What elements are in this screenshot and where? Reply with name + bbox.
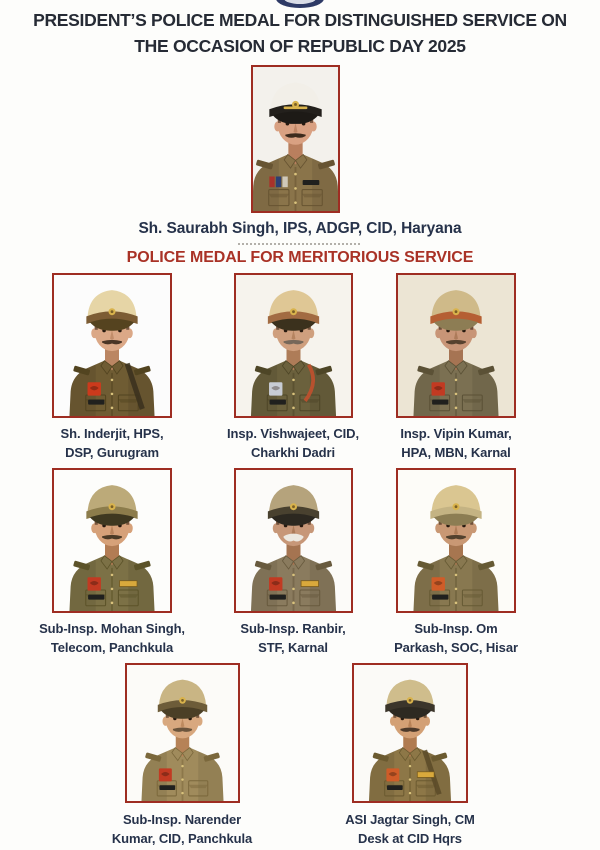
caption-line: Desk at CID Hqrs [358,831,462,846]
officer-photo-8 [352,663,468,803]
dotted-divider [238,243,360,245]
officer-caption-7 [82,810,282,848]
officer-photo-3 [396,273,516,418]
caption-line: Sub-Insp. Narender [122,812,242,827]
section-heading: POLICE MEDAL FOR MERITORIOUS SERVICE [126,249,474,266]
caption-line: Charkhi Dadri [251,445,335,460]
officer-caption-4 [12,619,212,657]
caption-line: Kumar, CID, Panchkula [111,831,253,846]
caption-line: STF, Karnal [258,640,328,655]
caption-line: Sub-Insp. Om [414,621,498,636]
officer-photo-4 [52,468,172,613]
officer-caption-3 [356,424,556,462]
officer-photo-6 [396,468,516,613]
caption-line: HPA, MBN, Karnal [401,445,511,460]
poster-title [0,7,600,59]
officer-photo-1 [52,273,172,418]
police-crest-inner [284,0,316,4]
caption-line: DSP, Gurugram [65,445,159,460]
caption-line: ASI Jagtar Singh, CM [345,812,475,827]
caption-line: Insp. Vipin Kumar, [400,426,512,441]
poster-title-line2: THE OCCASION OF REPUBLIC DAY 2025 [134,36,466,56]
caption-line: Sub-Insp. Mohan Singh, [39,621,185,636]
officer-caption-1 [12,424,212,462]
officer-photo-featured [251,65,340,213]
officer-caption-6 [356,619,556,657]
officer-photo-7 [125,663,240,803]
caption-line: Sh. Inderjit, HPS, [60,426,164,441]
featured-officer-caption: Sh. Saurabh Singh, IPS, ADGP, CID, Haryana [138,220,462,237]
poster-title-line1: PRESIDENT’S POLICE MEDAL FOR DISTINGUISHED SERVICE ON [33,10,567,30]
officer-photo-2 [234,273,353,418]
officer-caption-8 [310,810,510,848]
caption-line: Sub-Insp. Ranbir, [240,621,346,636]
caption-line: Parkash, SOC, Hisar [394,640,518,655]
officer-photo-5 [234,468,353,613]
caption-line: Insp. Vishwajeet, CID, [227,426,359,441]
caption-line: Telecom, Panchkula [50,640,174,655]
